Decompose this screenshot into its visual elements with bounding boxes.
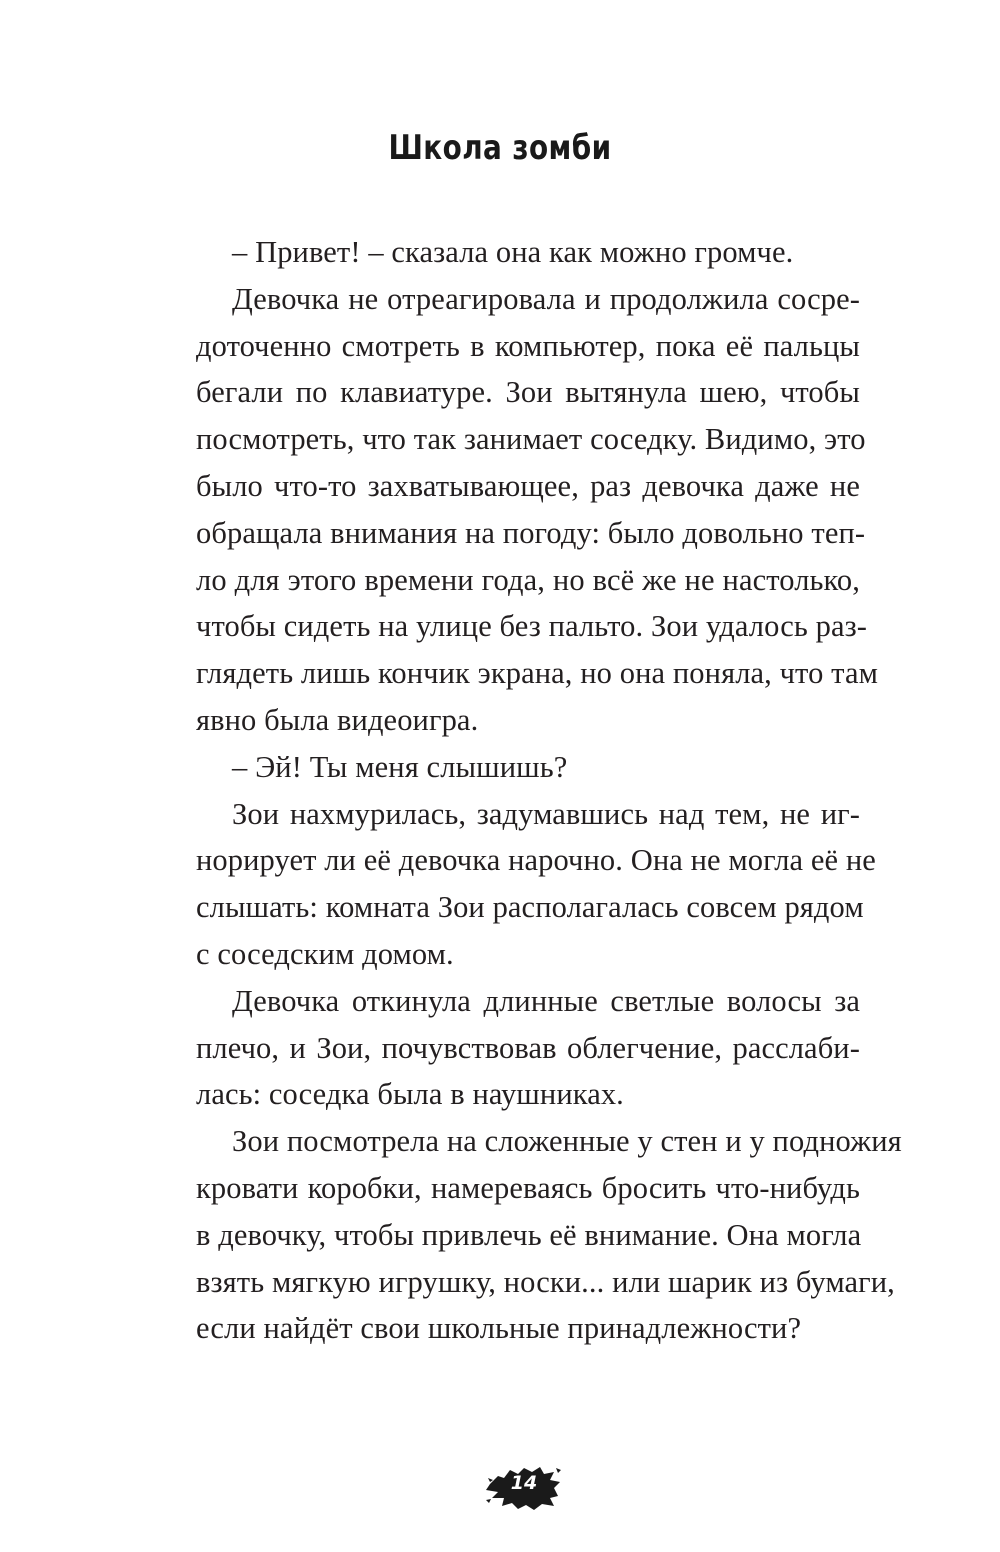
text-line: было что-то захватывающее, раз девочка даже не [196,468,860,503]
text-line: лась: соседка была в наушниках. [196,1077,624,1112]
page-number-badge [484,1462,564,1512]
text-line: бегали по клавиатуре. Зои вытянула шею, чтобы [196,375,860,410]
text-line: ло для этого времени года, но всё же не настолько, [196,562,860,597]
text-line: слышать: комната Зои располагалась совсем рядом [196,890,864,925]
running-title: Школа зомби [388,128,612,168]
text-line: с соседским домом. [196,936,454,971]
text-line: глядеть лишь кончик экрана, но она поняла, что там [196,656,878,691]
text-line: взять мягкую игрушку, носки... или шарик из бумаги, [196,1264,895,1299]
text-line: плечо, и Зои, почувствовав облегчение, расслаби- [196,1030,860,1065]
text-line: чтобы сидеть на улице без пальто. Зои удалось раз- [196,609,867,644]
page-number: 14 [510,1472,538,1494]
text-line: Зои нахмурилась, задумавшись над тем, не иг- [232,796,860,831]
text-line: – Эй! Ты меня слышишь? [232,749,568,784]
text-line: Девочка откинула длинные светлые волосы за [232,983,860,1018]
text-line: кровати коробки, намереваясь бросить что-нибудь [196,1170,860,1205]
text-line: – Привет! – сказала она как можно громче. [232,235,794,269]
text-line: если найдёт свои школьные принадлежности? [196,1311,802,1346]
body-text [196,229,902,1352]
text-line: явно была видеоигра. [196,702,479,737]
text-line: в девочку, чтобы привлечь её внимание. Она могла [196,1217,862,1252]
text-line: обращала внимания на погоду: было довольно теп- [196,515,866,550]
text-line: норирует ли её девочка нарочно. Она не могла её не [196,843,876,878]
text-line: Девочка не отреагировала и продолжила сосре- [232,281,860,316]
text-line: доточенно смотреть в компьютер, пока её пальцы [196,328,860,363]
text-line: посмотреть, что так занимает соседку. Видимо, это [196,422,866,457]
text-line: Зои посмотрела на сложенные у стен и у подножия [232,1124,902,1159]
